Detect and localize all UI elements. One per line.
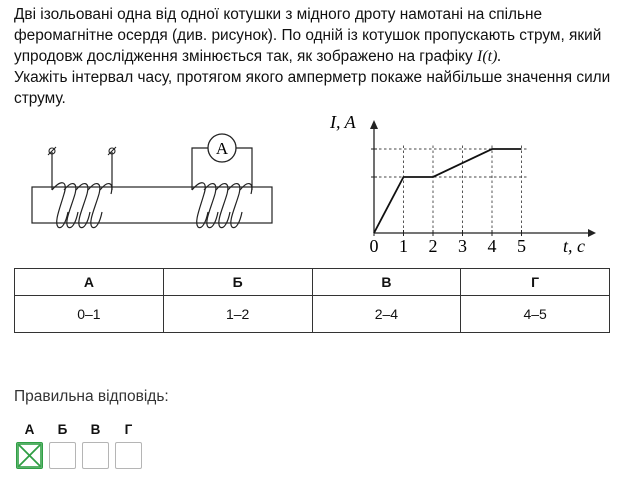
answer-letter-v: В: [90, 422, 101, 437]
option-header-a: А: [15, 269, 164, 296]
option-value-b: 1–2: [163, 296, 312, 333]
x-tick-label-1: 1: [399, 236, 408, 256]
ammeter-label: A: [215, 139, 229, 158]
answer-checkbox-v[interactable]: [82, 442, 109, 469]
terminal-icons: [48, 147, 116, 155]
checked-x-icon: [17, 443, 42, 468]
x-axis-arrow-icon: [588, 229, 596, 237]
x-tick-label-5: 5: [517, 236, 526, 256]
question-formula: I(t).: [477, 48, 502, 65]
x-axis-label: t, c: [563, 236, 585, 256]
answer-boxes: [16, 442, 148, 469]
options-table: [14, 268, 610, 333]
option-header-b: Б: [163, 269, 312, 296]
option-header-g: Г: [461, 269, 610, 296]
answer-checkbox-b[interactable]: [49, 442, 76, 469]
option-value-a: 0–1: [15, 296, 164, 333]
answer-grid: [16, 422, 148, 469]
question-paragraph-1: [14, 4, 624, 67]
current-series-line: [374, 149, 522, 233]
options-header-row: [15, 269, 610, 296]
x-tick-label-4: 4: [487, 236, 497, 256]
answer-title: Правильна відповідь:: [14, 388, 169, 405]
answer-checkbox-g[interactable]: [115, 442, 142, 469]
coil-figure: [28, 122, 278, 232]
option-value-g: 4–5: [461, 296, 610, 333]
answer-letter-g: Г: [124, 422, 133, 437]
options-value-row: [15, 296, 610, 333]
x-tick-label-3: 3: [458, 236, 467, 256]
question-paragraph-2: Укажіть інтервал часу, протягом якого амперметр покаже найбільше значення сили струму.: [14, 69, 611, 107]
answer-letters: [16, 422, 148, 442]
question-line-1: Дві ізольовані одна від одної котушки з мідного дроту намотані на спільне феромагнітне осердя (див. рисунок). По одній із котушок пропускають струм, який упродовж дослідження змінюється так, як зображено на графіку: [14, 6, 602, 65]
y-axis-arrow-icon: [370, 120, 378, 129]
x-tick-label-0: 0: [369, 236, 379, 256]
y-axis-label: I, A: [330, 112, 356, 132]
current-time-graph: [326, 108, 606, 263]
answer-letter-a: А: [24, 422, 35, 437]
option-header-v: В: [312, 269, 461, 296]
answer-checkbox-a[interactable]: [16, 442, 43, 469]
option-value-v: 2–4: [312, 296, 461, 333]
question-text: [14, 4, 624, 109]
answer-letter-b: Б: [57, 422, 68, 437]
x-tick-label-2: 2: [428, 236, 438, 256]
